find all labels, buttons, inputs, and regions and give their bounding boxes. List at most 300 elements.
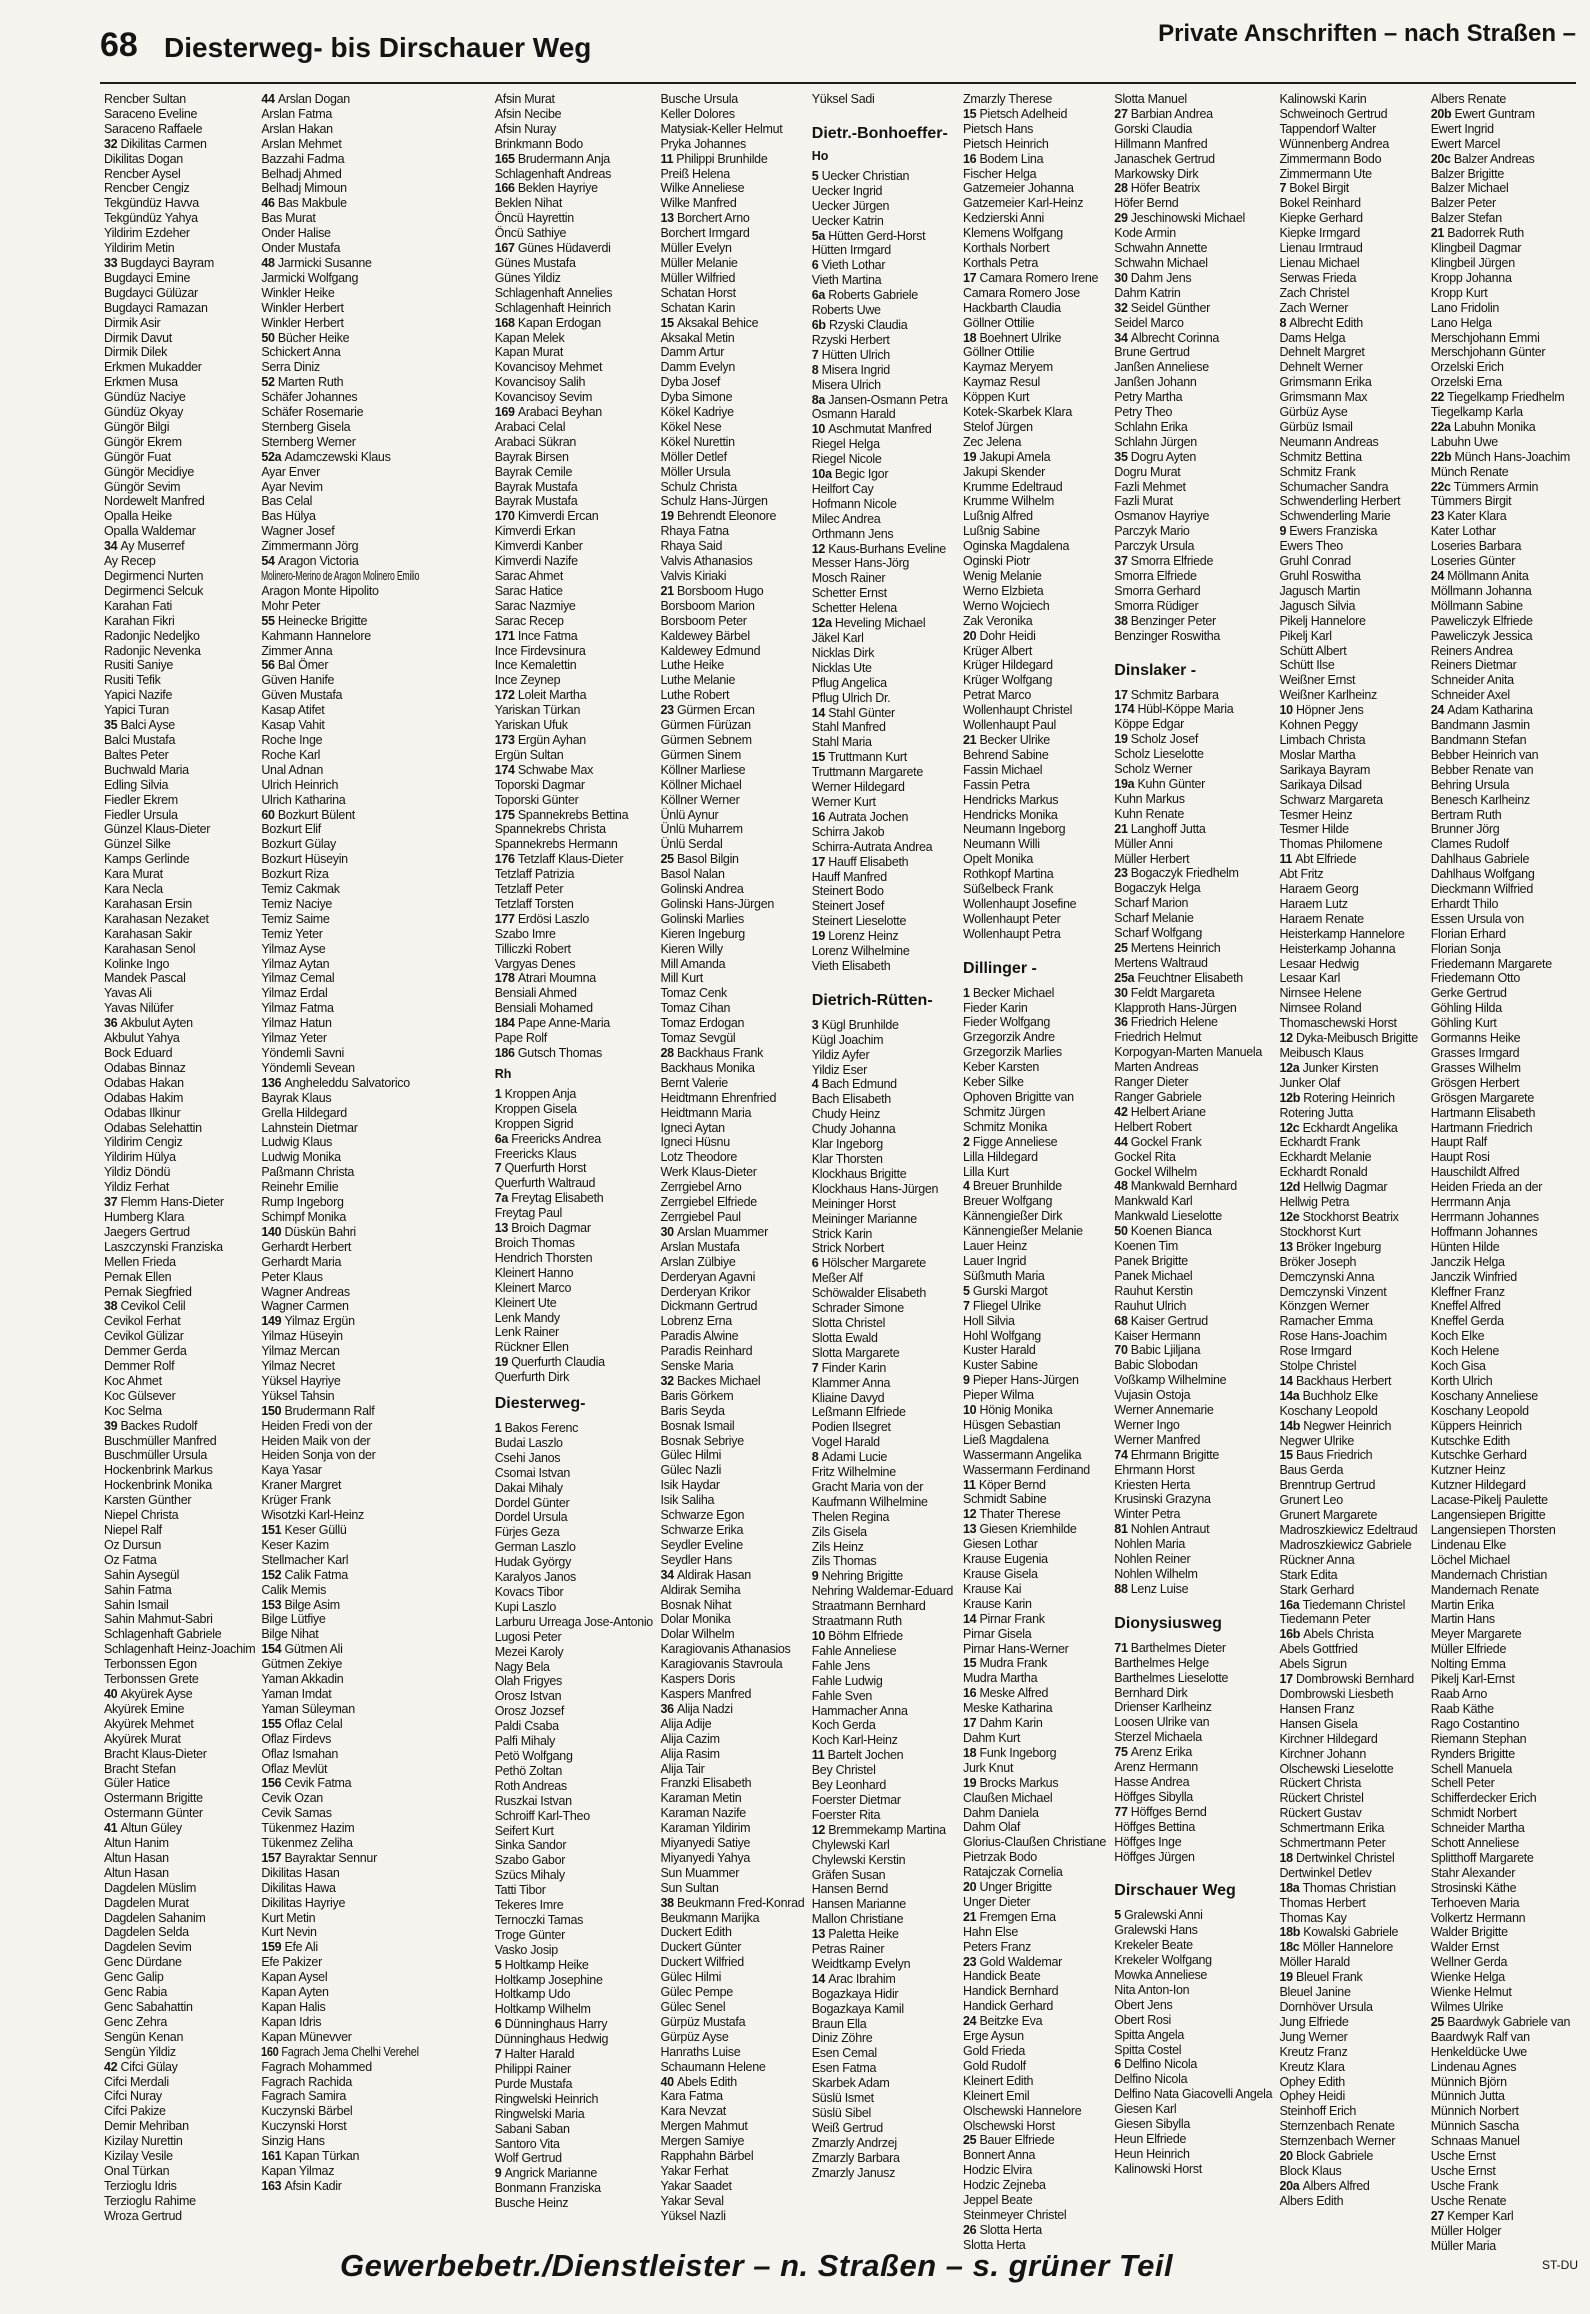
resident-entry: Mertens Waltraud bbox=[1114, 955, 1208, 970]
resident-entry: Opalla Heike bbox=[104, 509, 172, 524]
resident-entry: Stahl Maria bbox=[811, 735, 872, 750]
resident-entry: Mohr Peter bbox=[261, 598, 321, 613]
resident-entry: 36 Alija Nadzi bbox=[660, 1701, 733, 1716]
resident-entry: Kurt Nevin bbox=[261, 1925, 317, 1940]
resident-entry: Ewert Marcel bbox=[1430, 136, 1501, 151]
resident-entry: 15 Mudra Frank bbox=[963, 1656, 1048, 1671]
resident-entry: Clames Rudolf bbox=[1430, 837, 1509, 852]
resident-entry: Lenk Rainer bbox=[494, 1325, 559, 1340]
resident-entry: Ehrmann Horst bbox=[1114, 1462, 1195, 1477]
resident-entry: Petry Theo bbox=[1114, 405, 1173, 420]
resident-entry: Roche Inge bbox=[261, 732, 323, 747]
resident-entry: Winkler Herbert bbox=[261, 315, 344, 330]
resident-entry: Bazzahi Fadma bbox=[261, 151, 345, 166]
resident-entry: 38 Benzinger Peter bbox=[1114, 613, 1216, 628]
resident-entry: Pflug Angelica bbox=[811, 675, 887, 690]
resident-entry: Dombrowski Liesbeth bbox=[1279, 1686, 1394, 1701]
resident-entry: Sternberg Gisela bbox=[261, 419, 351, 434]
resident-entry: Schirra Jakob bbox=[811, 824, 885, 839]
resident-entry: Slotta Ewald bbox=[811, 1330, 878, 1345]
resident-entry: Bertram Ruth bbox=[1430, 807, 1502, 822]
resident-entry: Ewers Theo bbox=[1279, 539, 1343, 554]
resident-entry: 2 Figge Anneliese bbox=[963, 1134, 1058, 1149]
resident-entry: Yilmaz Fatma bbox=[261, 1001, 334, 1016]
resident-entry: Haraem Georg bbox=[1279, 882, 1359, 897]
resident-entry: Yilmaz Ayse bbox=[261, 941, 326, 956]
resident-entry: Gürpüz Ayse bbox=[660, 2029, 729, 2044]
resident-entry: Friedemann Otto bbox=[1430, 971, 1521, 986]
resident-entry: Yavas Nilüfer bbox=[104, 1001, 174, 1016]
resident-entry: Kapan Idris bbox=[261, 2014, 322, 2029]
resident-entry: Terhoeven Maria bbox=[1430, 1895, 1520, 1910]
resident-entry: 173 Ergün Ayhan bbox=[494, 732, 586, 747]
resident-entry: Keller Dolores bbox=[660, 106, 735, 121]
resident-entry: Grimsmann Erika bbox=[1279, 375, 1372, 390]
resident-entry: Baris Görkem bbox=[660, 1388, 734, 1403]
resident-entry: Müller Evelyn bbox=[660, 241, 732, 256]
resident-entry: Lindenau Agnes bbox=[1430, 2059, 1517, 2074]
resident-entry: Dagdelen Müslim bbox=[104, 1880, 197, 1895]
resident-entry: 74 Ehrmann Brigitte bbox=[1114, 1447, 1220, 1462]
resident-entry: Schmitz Bettina bbox=[1279, 449, 1362, 464]
resident-entry: Szabo Imre bbox=[494, 926, 556, 941]
resident-entry: Hartmann Elisabeth bbox=[1430, 1105, 1536, 1120]
resident-entry: Bonnert Anna bbox=[963, 2148, 1036, 2163]
resident-entry: Raab Arno bbox=[1430, 1686, 1488, 1701]
resident-entry: Baardwyk Ralf van bbox=[1430, 2029, 1530, 2044]
resident-entry: Gerhardt Herbert bbox=[261, 1239, 352, 1254]
resident-entry: Werner Manfred bbox=[1114, 1432, 1201, 1447]
resident-entry: Benesch Karlheinz bbox=[1430, 792, 1530, 807]
resident-entry: Usche Ernst bbox=[1430, 2163, 1496, 2178]
resident-entry: Janßen Johann bbox=[1114, 375, 1197, 390]
resident-entry: Schöwalder Elisabeth bbox=[811, 1286, 926, 1301]
resident-entry: Yilmaz Hüseyin bbox=[261, 1329, 343, 1344]
resident-entry: Weidtkamp Evelyn bbox=[811, 1956, 911, 1971]
resident-entry: Yilmaz Yeter bbox=[261, 1031, 327, 1046]
resident-entry: Lauer Ingrid bbox=[963, 1253, 1027, 1268]
resident-entry: Erhardt Thilo bbox=[1430, 896, 1499, 911]
resident-entry: Hudak György bbox=[494, 1555, 572, 1570]
resident-entry: Kotek-Skarbek Klara bbox=[963, 405, 1072, 420]
resident-entry: Florian Sonja bbox=[1430, 941, 1501, 956]
resident-entry: Dirmik Asir bbox=[104, 315, 161, 330]
resident-entry: Steinert Lieselotte bbox=[811, 914, 907, 929]
resident-entry: Wassermann Ferdinand bbox=[963, 1462, 1090, 1477]
resident-entry: Esen Fatma bbox=[811, 2061, 877, 2076]
resident-entry: Rencber Aysel bbox=[104, 166, 181, 181]
resident-entry: Mergen Samiye bbox=[660, 2134, 745, 2149]
resident-entry: Lauer Heinz bbox=[963, 1239, 1028, 1254]
resident-entry: Sternberg Werner bbox=[261, 434, 356, 449]
resident-entry: Cevikol Ferhat bbox=[104, 1314, 181, 1329]
resident-entry: Arslan Mustafa bbox=[660, 1239, 740, 1254]
resident-entry: Merschjohann Günter bbox=[1430, 345, 1546, 360]
resident-entry: 10 Aschmutat Manfred bbox=[811, 422, 932, 437]
resident-entry: Markowsky Dirk bbox=[1114, 166, 1199, 181]
resident-entry: Koschany Leopold bbox=[1430, 1403, 1529, 1418]
street-heading: Dinslaker - bbox=[1114, 661, 1197, 679]
resident-entry: 5 Gralewski Anni bbox=[1114, 1908, 1203, 1923]
resident-entry: Odabas Hakan bbox=[104, 1075, 184, 1090]
resident-entry: Querfurth Waltraud bbox=[494, 1176, 596, 1191]
resident-entry: Peters Franz bbox=[963, 1939, 1031, 1954]
resident-entry: 56 Bal Ömer bbox=[261, 658, 329, 673]
resident-entry: Wroza Gertrud bbox=[104, 2208, 182, 2223]
resident-entry: Heiden Fredi von der bbox=[261, 1418, 373, 1433]
resident-entry: Bozkurt Riza bbox=[261, 867, 329, 882]
resident-entry: German Laszlo bbox=[494, 1540, 576, 1555]
resident-entry: Höffges Jürgen bbox=[1114, 1849, 1195, 1864]
resident-entry: Bokel Reinhard bbox=[1279, 196, 1361, 211]
resident-entry: Kapan Münevver bbox=[261, 2029, 352, 2044]
resident-entry: Schlagenhaft Heinrich bbox=[494, 300, 611, 315]
resident-entry: 16b Abels Christa bbox=[1279, 1627, 1374, 1642]
resident-entry: Walder Ernst bbox=[1430, 1940, 1499, 1955]
resident-entry: 21 Becker Ulrike bbox=[963, 732, 1050, 747]
resident-entry: Yildiz Ferhat bbox=[104, 1180, 170, 1195]
resident-entry: Holtkamp Josephine bbox=[494, 1972, 603, 1987]
resident-entry: Schneider Anita bbox=[1430, 673, 1514, 688]
resident-entry: Schmitz Jürgen bbox=[963, 1104, 1045, 1119]
resident-entry: 7 Fliegel Ulrike bbox=[963, 1298, 1041, 1313]
resident-entry: Fieder Wolfgang bbox=[963, 1015, 1051, 1030]
resident-entry: 6 Dünninghaus Harry bbox=[494, 2017, 608, 2032]
resident-entry: Grasses Wilhelm bbox=[1430, 1060, 1521, 1075]
resident-entry: Stolpe Christel bbox=[1279, 1359, 1357, 1374]
resident-entry: Limbach Christa bbox=[1279, 732, 1366, 747]
resident-entry: 17 Schmitz Barbara bbox=[1114, 687, 1219, 702]
resident-entry: 22b Münch Hans-Joachim bbox=[1430, 449, 1571, 464]
page-title: Diesterweg- bis Dirschauer Weg bbox=[164, 32, 592, 63]
resident-entry: Öncü Sathiye bbox=[494, 226, 567, 241]
resident-entry: 170 Kimverdi Ercan bbox=[494, 509, 599, 524]
resident-entry: 52 Marten Ruth bbox=[261, 375, 344, 390]
resident-entry: Zach Werner bbox=[1279, 300, 1349, 315]
resident-entry: Heisterkamp Johanna bbox=[1279, 941, 1396, 956]
resident-entry: Mill Amanda bbox=[660, 956, 726, 971]
resident-entry: Cevik Ozan bbox=[261, 1791, 323, 1806]
resident-entry: Langensiepen Thorsten bbox=[1430, 1523, 1556, 1537]
resident-entry: 163 Afsin Kadir bbox=[261, 2178, 342, 2193]
resident-entry: Kökel Nese bbox=[660, 419, 722, 434]
resident-entry: Brinkmann Bodo bbox=[494, 136, 583, 151]
resident-entry: Yariskan Türkan bbox=[494, 703, 581, 718]
resident-entry: Schwarz Margareta bbox=[1279, 792, 1383, 807]
resident-entry: Genc Sabahattin bbox=[104, 2000, 193, 2014]
resident-entry: Schmidt Sabine bbox=[963, 1492, 1047, 1507]
resident-entry: Seifert Kurt bbox=[494, 1823, 554, 1838]
resident-entry: Gülec Pempe bbox=[660, 1985, 733, 2000]
street-heading: Dirschauer Weg bbox=[1114, 1882, 1236, 1900]
resident-entry: Fischer Helga bbox=[963, 166, 1037, 181]
resident-entry: Bleuel Janine bbox=[1279, 1985, 1351, 2000]
resident-entry: 30 Feldt Margareta bbox=[1114, 985, 1215, 1000]
resident-entry: Yavas Ali bbox=[104, 986, 152, 1001]
resident-entry: Osmann Harald bbox=[811, 407, 896, 422]
resident-entry: Bernhard Dirk bbox=[1114, 1685, 1188, 1700]
resident-entry: 176 Tetzlaff Klaus-Dieter bbox=[494, 852, 624, 867]
resident-entry: 34 Aldirak Hasan bbox=[660, 1567, 751, 1582]
resident-entry: Petö Wolfgang bbox=[494, 1748, 573, 1763]
resident-entry: Ostermann Günter bbox=[104, 1806, 203, 1821]
directory-column bbox=[1114, 92, 1273, 2253]
resident-entry: Dickmann Gertrud bbox=[660, 1299, 758, 1314]
resident-entry: 18 Dertwinkel Christel bbox=[1279, 1850, 1395, 1865]
resident-entry: 13 Giesen Kriemhilde bbox=[963, 1522, 1077, 1537]
resident-entry: Terbonssen Egon bbox=[104, 1657, 197, 1672]
resident-entry: Steinmeyer Christel bbox=[963, 2207, 1067, 2222]
resident-entry: Derderyan Krikor bbox=[660, 1284, 751, 1299]
resident-entry: 18a Thomas Christian bbox=[1279, 1880, 1396, 1895]
resident-entry: Thomaschewski Horst bbox=[1279, 1016, 1397, 1031]
resident-entry: Gruhl Roswitha bbox=[1279, 569, 1361, 583]
resident-entry: Heun Heinrich bbox=[1114, 2146, 1190, 2161]
resident-entry: Raab Käthe bbox=[1430, 1701, 1494, 1716]
resident-entry: Güven Hanife bbox=[261, 673, 335, 688]
resident-entry: Aragon Monte Hipolito bbox=[261, 583, 379, 598]
resident-entry: Brunner Jörg bbox=[1430, 822, 1500, 837]
resident-entry: Haupt Ralf bbox=[1430, 1135, 1487, 1150]
resident-entry: Orzelski Erich bbox=[1430, 360, 1504, 375]
resident-entry: Uecker Jürgen bbox=[811, 198, 890, 213]
resident-entry: Güngör Mecidiye bbox=[104, 464, 194, 479]
resident-entry: 10 Höpner Jens bbox=[1279, 703, 1364, 718]
resident-entry: 28 Höfer Beatrix bbox=[1114, 181, 1200, 196]
resident-entry: 156 Cevik Fatma bbox=[261, 1776, 352, 1791]
resident-entry: Arslan Zülbiye bbox=[660, 1254, 736, 1269]
resident-entry: Löchel Michael bbox=[1430, 1552, 1510, 1567]
resident-entry: Nicklas Dirk bbox=[811, 645, 875, 660]
resident-entry: Paweliczyk Jessica bbox=[1430, 628, 1533, 643]
resident-entry: Krusinski Grazyna bbox=[1114, 1492, 1211, 1507]
resident-entry: Vujasin Ostoja bbox=[1114, 1388, 1191, 1403]
resident-entry: Möller Ursula bbox=[660, 464, 731, 479]
resident-entry: Essen Ursula von bbox=[1430, 911, 1524, 926]
resident-entry: Kaufmann Wilhelmine bbox=[811, 1494, 928, 1509]
resident-entry: Sun Muammer bbox=[660, 1865, 740, 1880]
resident-entry: Slotta Margarete bbox=[811, 1345, 900, 1360]
resident-entry: Winkler Herbert bbox=[261, 300, 344, 315]
resident-entry: Krause Kai bbox=[963, 1581, 1022, 1596]
resident-entry: Schlahn Erika bbox=[1114, 419, 1188, 434]
resident-entry: 14 Arac Ibrahim bbox=[811, 1971, 896, 1986]
resident-entry: Mankwald Lieselotte bbox=[1114, 1209, 1222, 1224]
resident-entry: Fagrach Samira bbox=[261, 2089, 347, 2104]
resident-entry: Kuhn Markus bbox=[1114, 791, 1185, 806]
resident-entry: Möller Detlef bbox=[660, 449, 727, 464]
resident-entry: Schmertmann Peter bbox=[1279, 1836, 1386, 1851]
resident-entry: Yaman Imdat bbox=[261, 1686, 332, 1701]
directory-column bbox=[1279, 92, 1424, 2253]
resident-entry: 169 Arabaci Beyhan bbox=[494, 405, 602, 420]
resident-entry: Werner Ingo bbox=[1114, 1417, 1180, 1432]
resident-entry: Scholz Lieselotte bbox=[1114, 747, 1204, 762]
resident-entry: Kovancisoy Sevim bbox=[494, 390, 593, 405]
resident-entry: Kuster Harald bbox=[963, 1343, 1036, 1358]
resident-entry: Demmer Gerda bbox=[104, 1344, 187, 1359]
resident-entry: Tümmers Birgit bbox=[1430, 494, 1512, 509]
resident-entry: 26 Slotta Herta bbox=[963, 2222, 1042, 2237]
footer-text: Gewerbebetr./Dienstleister – n. Straßen – s. grüner Teil bbox=[340, 2248, 1174, 2283]
page-footer bbox=[0, 2237, 1590, 2296]
resident-entry: Ince Firdevsinura bbox=[494, 643, 586, 658]
resident-entry: Süslü Ismet bbox=[811, 2091, 874, 2106]
resident-entry: Niepel Ralf bbox=[104, 1523, 162, 1537]
resident-entry: Kaldewey Edmund bbox=[660, 643, 761, 658]
resident-entry: Golinski Hans-Jürgen bbox=[660, 896, 774, 911]
resident-entry: Krüger Frank bbox=[261, 1493, 331, 1508]
resident-entry: 150 Brudermann Ralf bbox=[261, 1403, 375, 1418]
resident-entry: Opalla Waldemar bbox=[104, 524, 196, 539]
resident-entry: Kahmann Hannelore bbox=[261, 628, 371, 643]
resident-entry: Afsin Necibe bbox=[494, 106, 562, 121]
resident-entry: Delfino Nata Giacovelli Angela bbox=[1114, 2087, 1273, 2102]
resident-entry: Wagner Andreas bbox=[261, 1284, 350, 1299]
resident-entry: Gülec Hilmi bbox=[660, 1970, 722, 1985]
resident-entry: Schmitz Frank bbox=[1279, 464, 1356, 479]
resident-entry: Junker Olaf bbox=[1279, 1075, 1341, 1090]
resident-entry: Arenz Hermann bbox=[1114, 1760, 1198, 1775]
resident-entry: Sahin Aysegül bbox=[104, 1567, 180, 1582]
resident-entry: Müller Melanie bbox=[660, 255, 738, 270]
resident-entry: Schütt Albert bbox=[1279, 643, 1347, 658]
resident-entry: Dolar Monika bbox=[660, 1612, 731, 1627]
resident-entry: 71 Barthelmes Dieter bbox=[1114, 1640, 1226, 1655]
resident-entry: Kaymaz Meryem bbox=[963, 360, 1053, 375]
resident-entry: Hasse Andrea bbox=[1114, 1774, 1190, 1789]
resident-entry: 32 Seidel Günther bbox=[1114, 300, 1210, 315]
spacer bbox=[1114, 1864, 1273, 1872]
resident-entry: Jakupi Skender bbox=[963, 464, 1045, 479]
resident-entry: Cifci Nuray bbox=[104, 2089, 162, 2104]
resident-entry: Rotering Jutta bbox=[1279, 1105, 1354, 1120]
resident-entry: Luthe Melanie bbox=[660, 673, 736, 688]
street-heading: Dillinger - bbox=[963, 959, 1037, 977]
resident-entry: Buschmüller Manfred bbox=[104, 1433, 217, 1448]
footer-code: ST-DU bbox=[1542, 2258, 1578, 2272]
resident-entry: Petrat Marco bbox=[963, 688, 1031, 703]
resident-entry: Dikilitas Dogan bbox=[104, 151, 183, 166]
resident-entry: Ludwig Monika bbox=[261, 1150, 341, 1165]
resident-entry: Palfi Mihaly bbox=[494, 1734, 556, 1749]
resident-entry: Madroszkiewicz Edeltraud bbox=[1279, 1523, 1418, 1537]
resident-entry: Mergen Mahmut bbox=[660, 2119, 748, 2134]
resident-entry: Lobrenz Erna bbox=[660, 1314, 732, 1329]
resident-entry: 7 Bokel Birgit bbox=[1279, 181, 1349, 196]
resident-entry: 34 Ay Muserref bbox=[104, 539, 185, 554]
resident-entry: Misera Ulrich bbox=[811, 377, 881, 392]
resident-entry: 6 Hölscher Margarete bbox=[811, 1256, 926, 1271]
resident-entry: Hodzic Elvira bbox=[963, 2163, 1033, 2178]
resident-entry: Yilmaz Hatun bbox=[261, 1016, 332, 1031]
resident-entry: 12 Thater Therese bbox=[963, 1507, 1061, 1522]
resident-entry: Belhadj Mimoun bbox=[261, 181, 347, 196]
resident-entry: Balzer Brigitte bbox=[1430, 166, 1505, 181]
resident-entry: Cevikol Gülizar bbox=[104, 1329, 184, 1344]
resident-entry: 140 Düskün Bahri bbox=[261, 1224, 356, 1239]
resident-entry: Kara Necla bbox=[104, 882, 163, 897]
resident-entry: 21 Borsboom Hugo bbox=[660, 583, 764, 598]
resident-entry: Kutzner Heinz bbox=[1430, 1463, 1506, 1478]
resident-entry: Schirra-Autrata Andrea bbox=[811, 839, 933, 854]
resident-entry: 29 Jeschinowski Michael bbox=[1114, 211, 1245, 226]
resident-entry: Erkmen Musa bbox=[104, 375, 178, 390]
resident-entry: Sinka Sandor bbox=[494, 1838, 567, 1853]
resident-entry: Gürmen Sebnem bbox=[660, 732, 752, 747]
resident-entry: Franzki Elisabeth bbox=[660, 1776, 752, 1791]
resident-entry: Klemens Wolfgang bbox=[963, 226, 1063, 241]
resident-entry: Arabaci Celal bbox=[494, 419, 566, 434]
resident-entry: Altun Hasan bbox=[104, 1865, 169, 1880]
resident-entry: Pirnar Gisela bbox=[963, 1626, 1032, 1641]
resident-entry: Heisterkamp Hannelore bbox=[1279, 926, 1405, 941]
resident-entry: Benzinger Roswitha bbox=[1114, 628, 1221, 643]
resident-entry: Rapphahn Bärbel bbox=[660, 2149, 754, 2164]
resident-entry: Riemann Stephan bbox=[1430, 1731, 1527, 1746]
resident-entry: Tomaz Cihan bbox=[660, 1001, 731, 1016]
resident-entry: 11 Philippi Brunhilde bbox=[660, 151, 768, 166]
resident-entry: Koch Helene bbox=[1430, 1344, 1499, 1359]
resident-entry: Degirmenci Selcuk bbox=[104, 583, 204, 598]
resident-entry: Höffges Sibylla bbox=[1114, 1789, 1193, 1804]
resident-entry: 42 Cifci Gülay bbox=[104, 2059, 178, 2074]
resident-entry: Bilge Lütfiye bbox=[261, 1612, 326, 1627]
resident-entry: Dogru Murat bbox=[1114, 464, 1181, 479]
resident-entry: 22 Tiegelkamp Friedhelm bbox=[1430, 390, 1565, 405]
resident-entry: Fazli Murat bbox=[1114, 494, 1173, 509]
resident-entry: Bayrak Birsen bbox=[494, 449, 569, 464]
resident-entry: Ramacher Emma bbox=[1279, 1314, 1373, 1329]
resident-entry: Nohlen Wilhelm bbox=[1114, 1567, 1198, 1581]
resident-entry: Rauhut Kerstin bbox=[1114, 1283, 1193, 1298]
resident-entry: 5 Gurski Margot bbox=[963, 1283, 1048, 1298]
resident-entry: Demir Mehriban bbox=[104, 2119, 189, 2134]
resident-entry: Derderyan Agavni bbox=[660, 1269, 756, 1284]
resident-entry: Beukmann Marijka bbox=[660, 1910, 760, 1925]
resident-entry: Heiden Frieda an der bbox=[1430, 1180, 1543, 1195]
resident-entry: Duckert Günter bbox=[660, 1940, 742, 1955]
resident-entry: Bas Celal bbox=[261, 494, 313, 509]
resident-entry: Lesaar Hedwig bbox=[1279, 956, 1359, 971]
resident-entry: Fazli Mehmet bbox=[1114, 479, 1186, 494]
resident-entry: Fahle Ludwig bbox=[811, 1673, 883, 1688]
resident-entry: Kutschke Gerhard bbox=[1430, 1448, 1527, 1463]
resident-entry: Osmanov Hayriye bbox=[1114, 509, 1210, 524]
resident-entry: Tappendorf Walter bbox=[1279, 121, 1377, 136]
resident-entry: 1 Bakos Ferenc bbox=[494, 1421, 579, 1436]
resident-entry: Temiz Saime bbox=[261, 911, 330, 926]
resident-entry: Schatan Karin bbox=[660, 300, 736, 315]
resident-entry: Wünnenberg Andrea bbox=[1279, 136, 1390, 151]
resident-entry: Dahlhaus Wolfgang bbox=[1430, 867, 1535, 882]
resident-entry: Heun Elfriede bbox=[1114, 2132, 1187, 2146]
resident-entry: Dikilitas Hawa bbox=[261, 1880, 336, 1895]
resident-entry: Ranger Dieter bbox=[1114, 1075, 1189, 1090]
resident-entry: Kutzner Hildegard bbox=[1430, 1478, 1526, 1493]
resident-entry: Vogel Harald bbox=[811, 1435, 880, 1450]
resident-entry: 159 Efe Ali bbox=[261, 1940, 318, 1955]
resident-entry: Straatmann Bernhard bbox=[811, 1599, 926, 1614]
resident-entry: Santoro Vita bbox=[494, 2136, 560, 2151]
resident-entry: Balci Mustafa bbox=[104, 732, 176, 747]
resident-entry: Bey Leonhard bbox=[811, 1778, 887, 1793]
resident-entry: Werner Kurt bbox=[811, 794, 876, 809]
resident-entry: Hansen Marianne bbox=[811, 1897, 906, 1912]
resident-entry: Nagy Bela bbox=[494, 1659, 550, 1674]
resident-entry: Golinski Andrea bbox=[660, 882, 744, 897]
resident-entry: Münnich Björn bbox=[1430, 2074, 1507, 2089]
